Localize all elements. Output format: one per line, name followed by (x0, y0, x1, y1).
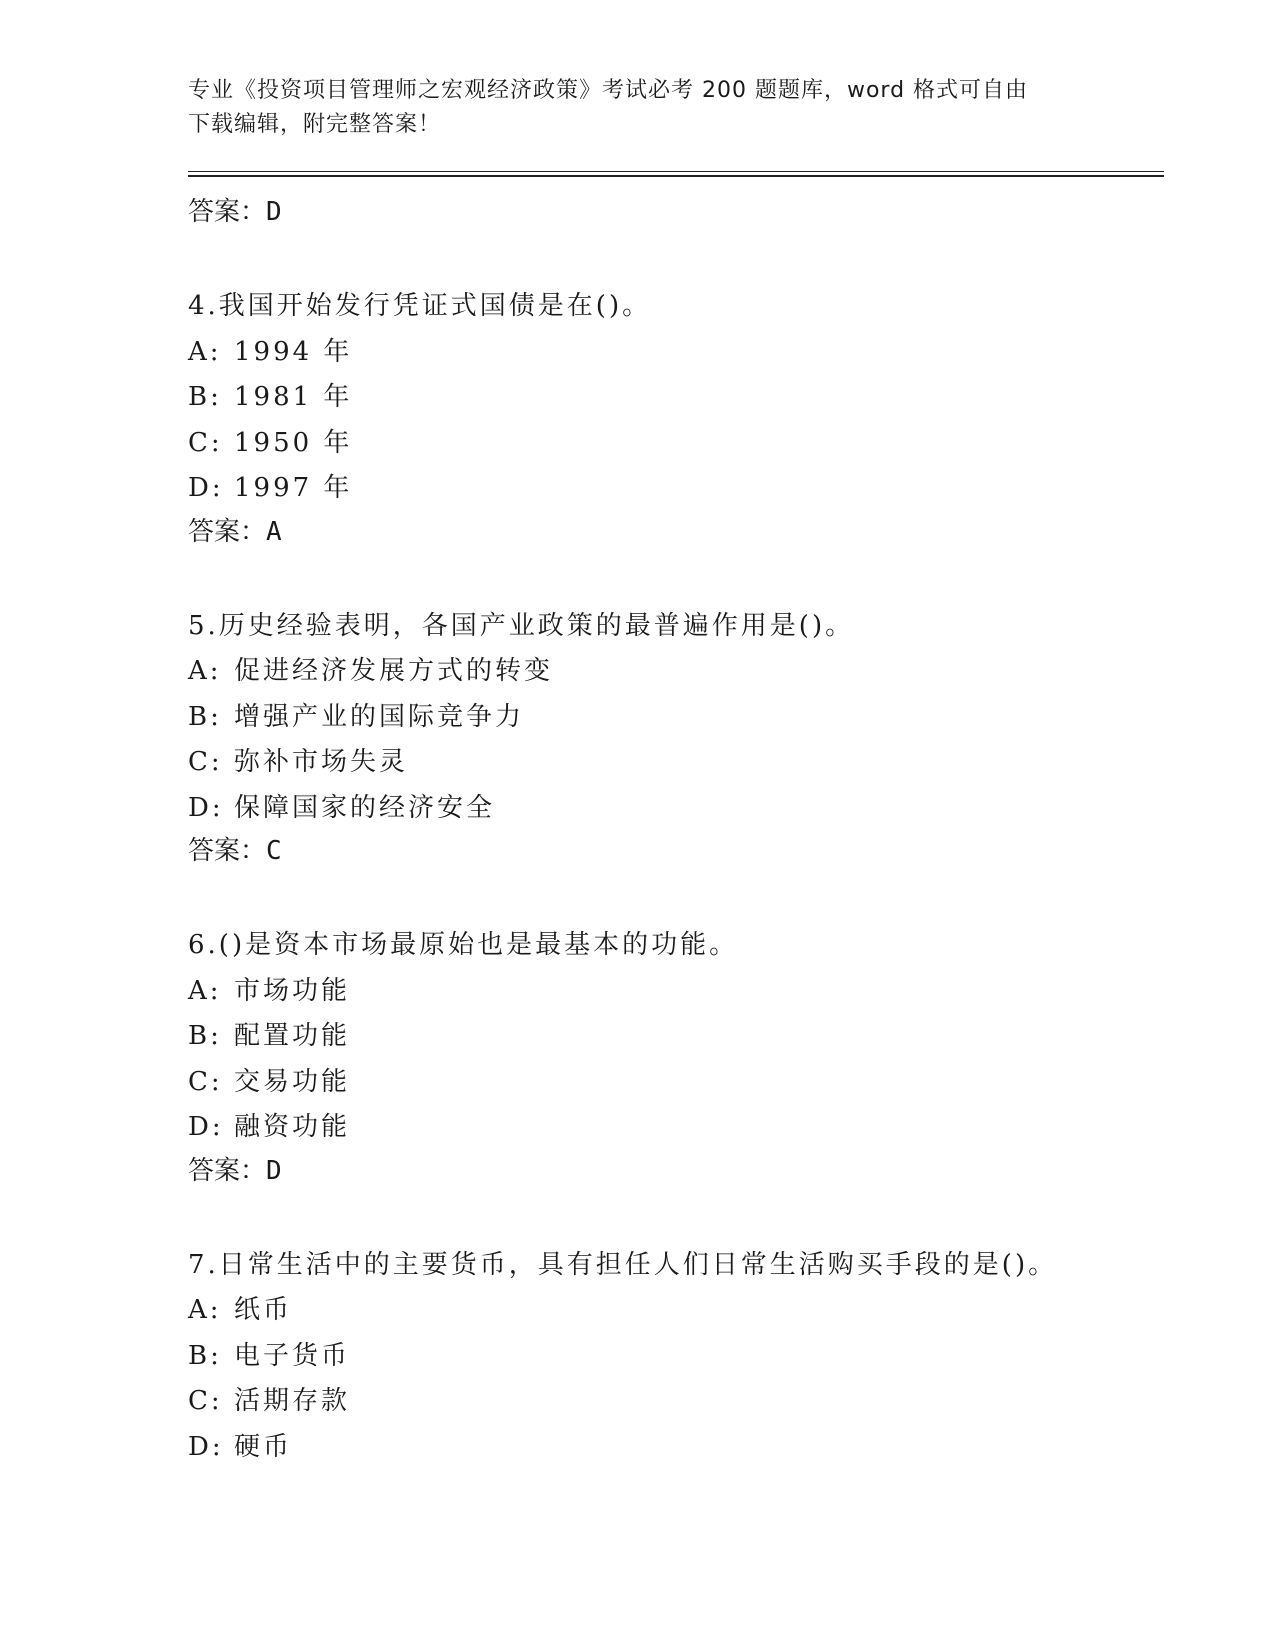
option-text: 1997 年 (234, 473, 353, 503)
option-text: 硬币 (234, 1431, 293, 1462)
option-text: 增强产业的国际竞争力 (234, 701, 525, 732)
option-text: 弥补市场失灵 (234, 747, 409, 777)
option-text: 1950 年 (234, 427, 353, 458)
option-label: B: (188, 701, 222, 732)
document-body (188, 192, 1168, 1470)
question-text: 4.我国开始发行凭证式国债是在()。 (188, 291, 652, 321)
option-label: C: (188, 747, 223, 777)
option-text: 促进经济发展方式的转变 (234, 656, 554, 686)
header-line-1: 专业《投资项目管理师之宏观经济政策》考试必考 200 题题库，word 格式可自由 (188, 78, 1029, 103)
header-rule-thick (188, 175, 1164, 177)
option-text: 融资功能 (234, 1112, 351, 1142)
option-text: 配置功能 (234, 1021, 351, 1051)
answer-line: 答案：D (188, 197, 282, 227)
question-text: 6.()是资本市场最原始也是最基本的功能。 (188, 930, 739, 960)
option-label: B: (188, 1021, 222, 1051)
option-c (188, 421, 1168, 467)
option-text: 交易功能 (234, 1066, 351, 1097)
option-label: D: (188, 1431, 224, 1462)
header-line-2: 下载编辑，附完整答案！ (188, 112, 442, 137)
question-block (188, 923, 1168, 1191)
option-text: 活期存款 (234, 1386, 351, 1416)
document-header (188, 74, 1068, 142)
option-a (188, 969, 1168, 1015)
question-text: 5.历史经验表明，各国产业政策的最普遍作用是()。 (188, 610, 855, 641)
option-d (188, 466, 1168, 512)
option-label: C: (188, 1386, 223, 1416)
option-d (188, 786, 1168, 832)
option-text: 保障国家的经济安全 (234, 792, 496, 823)
option-a (188, 649, 1168, 695)
answer-line: 答案：A (188, 516, 282, 547)
option-b (188, 1014, 1168, 1060)
option-a (188, 330, 1168, 376)
answer-line: 答案：C (188, 836, 282, 866)
option-b (188, 695, 1168, 741)
option-b (188, 1334, 1168, 1380)
option-label: D: (188, 473, 224, 503)
option-c (188, 740, 1168, 786)
answer-line: 答案：D (188, 1155, 282, 1186)
option-label: B: (188, 382, 222, 412)
option-label: D: (188, 792, 224, 823)
option-label: A: (188, 975, 222, 1006)
option-d (188, 1105, 1168, 1151)
option-c (188, 1379, 1168, 1425)
option-c (188, 1060, 1168, 1106)
question-text: 7.日常生活中的主要货币，具有担任人们日常生活购买手段的是()。 (188, 1249, 1058, 1280)
option-label: D: (188, 1112, 224, 1142)
option-text: 1981 年 (234, 382, 353, 412)
question-block (188, 604, 1168, 872)
option-label: A: (188, 336, 222, 367)
option-b (188, 375, 1168, 421)
option-text: 电子货币 (234, 1340, 351, 1371)
option-text: 纸币 (234, 1295, 293, 1325)
option-label: A: (188, 1295, 222, 1325)
option-label: C: (188, 427, 223, 458)
option-text: 市场功能 (234, 975, 351, 1006)
option-text: 1994 年 (234, 336, 353, 367)
option-label: C: (188, 1066, 223, 1097)
header-rule-thin (188, 171, 1164, 172)
option-label: A: (188, 656, 222, 686)
question-block (188, 1243, 1168, 1471)
option-d (188, 1425, 1168, 1471)
option-label: B: (188, 1340, 222, 1371)
question-block (188, 284, 1168, 552)
option-a (188, 1288, 1168, 1334)
